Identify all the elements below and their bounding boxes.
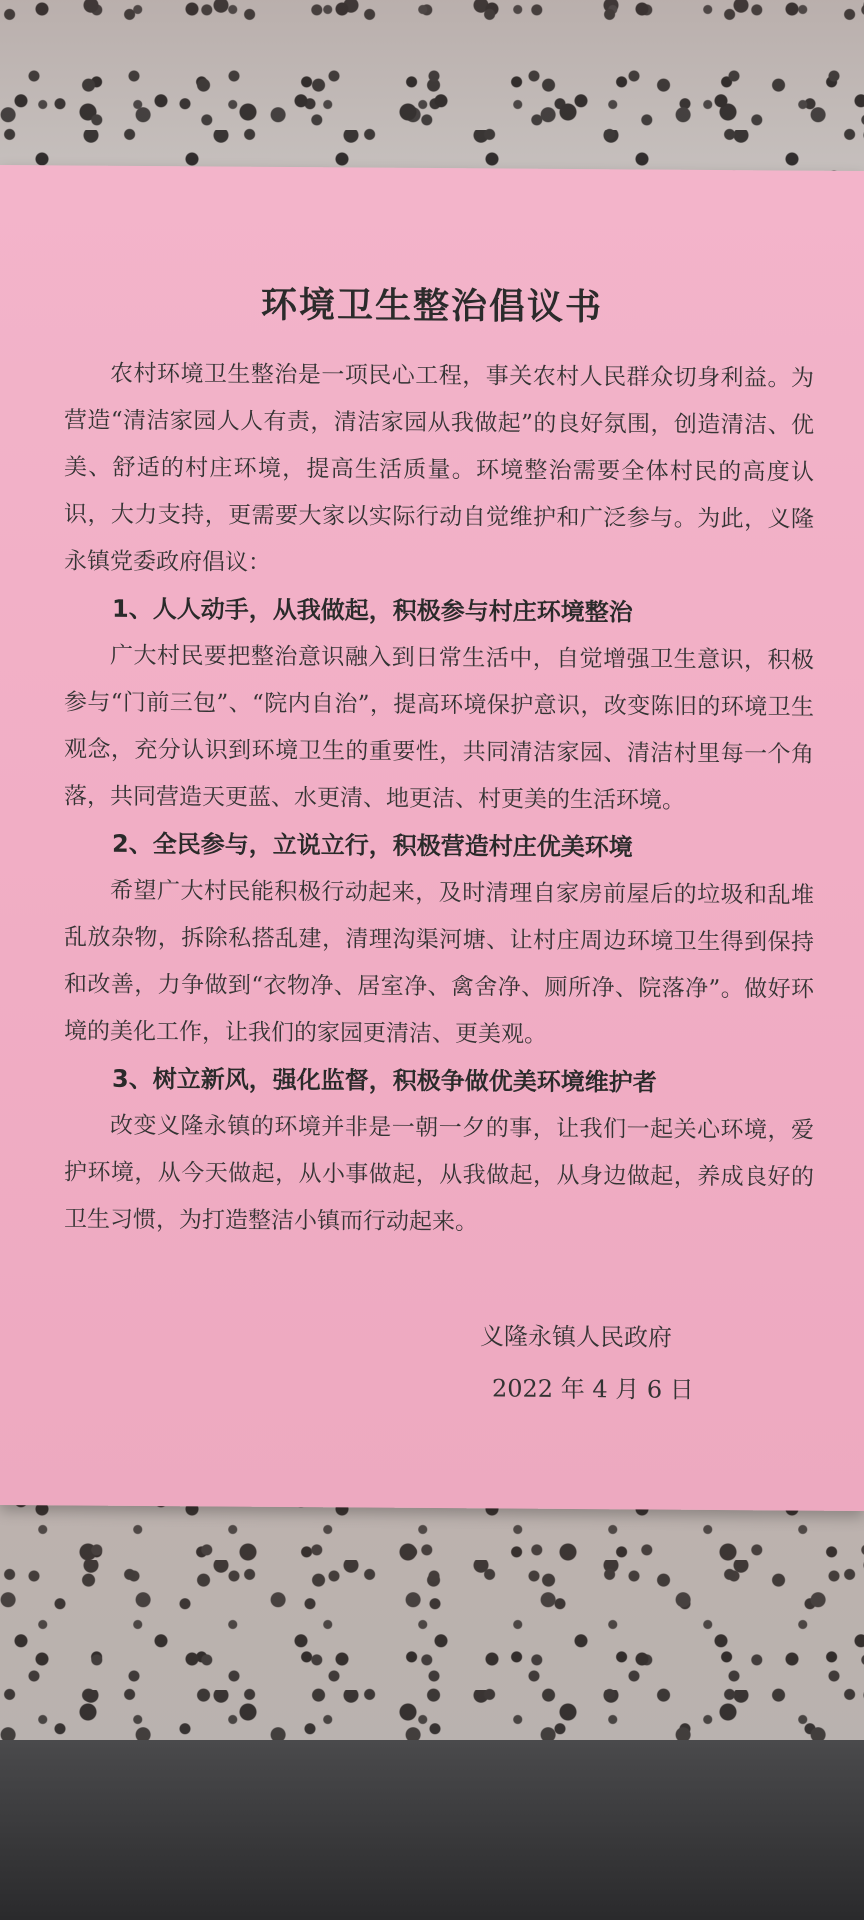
- section-3-heading: 3、树立新风，强化监督，积极争做优美环境维护者: [112, 1064, 657, 1097]
- granite-surface-bottom: [0, 1480, 864, 1770]
- document-title: 环境卫生整治倡议书: [260, 284, 603, 329]
- issuer-name: 义隆永镇人民政府: [480, 1322, 672, 1352]
- section-1-heading: 1、人人动手，从我做起，积极参与村庄环境整治: [112, 594, 633, 627]
- section-3-text: 改变义隆永镇的环境并非是一朝一夕的事，让我们一起关心环境，爱护环境，从今天做起，从小事做起，从我做起，从身边做起，养成良好的卫生习惯，为打造整洁小镇而行动起来。: [64, 1112, 814, 1236]
- section-1-text: 广大村民要把整治意识融入到日常生活中，自觉增强卫生意识，积极参与“门前三包”、“院内自治”，提高环境保护意识，改变陈旧的环境卫生观念，充分认识到环境卫生的重要性，共同清洁家园、清洁村里每一个角落，共同营造天更蓝、水更清、地更洁、村更美的生活环境。: [64, 642, 814, 814]
- pink-notice-paper: [0, 165, 864, 1511]
- issue-date: 2022 年 4 月 6 日: [492, 1374, 694, 1404]
- document-body: [64, 350, 814, 1248]
- section-2-heading: 2、全民参与，立说立行，积极营造村庄优美环境: [112, 829, 633, 862]
- section-2-text: 希望广大村民能积极行动起来，及时清理自家房前屋后的垃圾和乱堆乱放杂物，拆除私搭乱建，清理沟渠河塘、让村庄周边环境卫生得到保持和改善，力争做到“衣物净、居室净、禽舍净、厕所净、院落净”。做好环境的美化工作，让我们的家园更清洁、更美观。: [64, 877, 814, 1048]
- floor-strip: [0, 1740, 864, 1920]
- signature-block: [480, 1310, 694, 1415]
- intro-paragraph: 农村环境卫生整治是一项民心工程，事关农村人民群众切身利益。为营造“清洁家园人人有责，清洁家园从我做起”的良好氛围，创造清洁、优美、舒适的村庄环境，提高生活质量。环境整治需要全体村民的高度认识，大力支持，更需要大家以实际行动自觉维护和广泛参与。为此，义隆永镇党委政府倡议：: [64, 360, 814, 576]
